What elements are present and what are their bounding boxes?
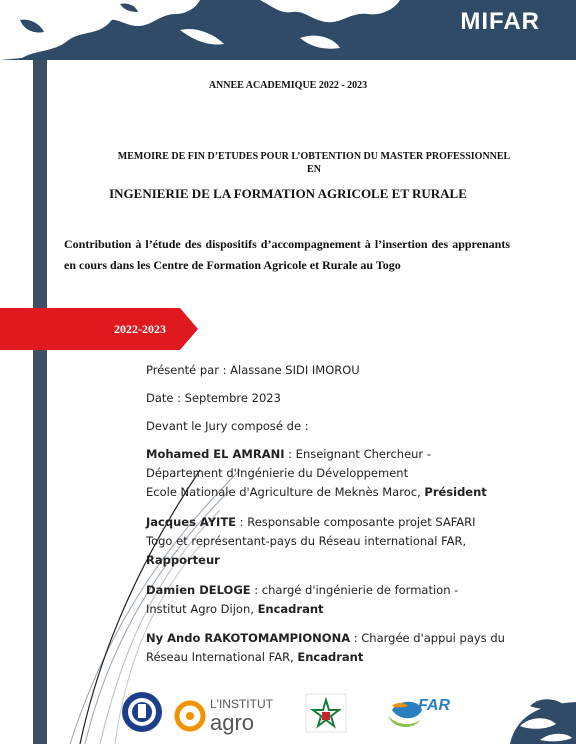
far-logo — [388, 697, 450, 727]
academic-year-header: ANNEE ACADEMIQUE 2022 - 2023 — [208, 80, 368, 91]
defense-date: Date : Septembre 2023 — [146, 391, 281, 405]
ministry-emblem-logo — [306, 694, 346, 732]
jury-member-3: Damien DELOGE : chargé d'ingénierie de formation - Institut Agro Dijon, Encadrant — [146, 583, 459, 616]
jury-member-name: Mohamed EL AMRANI — [146, 447, 285, 461]
memoire-line-2: EN — [307, 164, 321, 175]
thesis-subject: Contribution à l’étude des dispositifs d’accompagnement à l’insertion des apprenants en cours dans les Centre de Formation Agricole et Rurale au Togo — [64, 237, 510, 272]
year-arrow-label: 2022-2023 — [114, 322, 166, 336]
presented-by: Présenté par : Alassane SIDI IMOROU — [146, 363, 360, 377]
jury-member-name: Ny Ando RAKOTOMAMPIONONA — [146, 631, 351, 645]
jury-member-role: Encadrant — [257, 602, 324, 616]
jury-member-role: Président — [424, 485, 487, 499]
institut-agro-line2: agro — [210, 710, 255, 735]
jury-intro: Devant le Jury composé de : — [146, 419, 309, 433]
jury-member-name: Jacques AYITE — [146, 515, 237, 529]
jury-member-role: Encadrant — [297, 650, 364, 664]
jury-member-role: Rapporteur — [146, 553, 220, 567]
year-arrow-banner — [0, 308, 200, 350]
brand-logo: MIFAR — [460, 8, 540, 35]
institut-agro-logo — [177, 697, 274, 735]
jury-member-name: Damien DELOGE — [146, 583, 251, 597]
top-banner — [0, 0, 576, 60]
institut-agro-line1: L'INSTITUT — [210, 697, 273, 711]
jury-member-1: Mohamed EL AMRANI : Enseignant Chercheur - Département d'Ingénierie du Développement Ecole Nationale d'Agriculture de Meknès Maroc, Président — [146, 447, 487, 499]
jury-member-4: Ny Ando RAKOTOMAMPIONONA : Chargée d'appui pays du Réseau International FAR, Encadrant — [146, 631, 505, 664]
far-logo-text: FAR — [418, 697, 450, 714]
ena-meknes-logo — [122, 692, 162, 732]
corner-leaves-decoration — [510, 699, 576, 744]
memoire-title — [60, 150, 568, 176]
partner-logos — [0, 686, 576, 744]
jury-member-2: Jacques AYITE : Responsable composante projet SAFARI Togo et représentant-pays du Réseau international FAR, Rapporteur — [146, 515, 476, 567]
program-title: INGENIERIE DE LA FORMATION AGRICOLE ET RURALE — [109, 186, 467, 201]
memoire-line-1: MEMOIRE DE FIN D’ETUDES POUR L’OBTENTION DU MASTER PROFESSIONNEL — [117, 151, 511, 162]
left-accent-bar — [33, 60, 47, 744]
